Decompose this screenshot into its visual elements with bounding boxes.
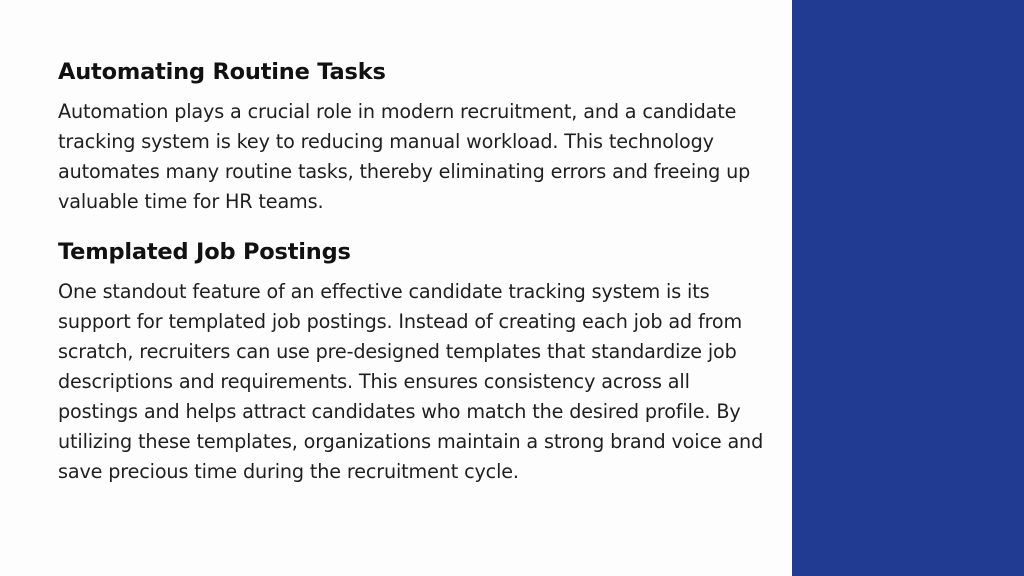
section-templated-job-postings	[58, 235, 773, 487]
section-paragraph: One standout feature of an effective candidate tracking system is its support for templated job postings. Instead of creating each job ad from scratch, recruiters can use pre-designed templates that standardize job descriptions and requirements. This ensures consistency across all postings and helps attract candidates who match the desired profile. By utilizing these templates, organizations maintain a strong brand voice and save precious time during the recruitment cycle.	[58, 280, 764, 483]
decorative-side-panel	[792, 0, 1024, 576]
section-heading: Automating Routine Tasks	[58, 59, 386, 85]
text-content	[58, 55, 773, 487]
section-automating-routine-tasks	[58, 55, 773, 217]
section-heading: Templated Job Postings	[58, 239, 351, 265]
section-paragraph: Automation plays a crucial role in modern recruitment, and a candidate tracking system is key to reducing manual workload. This technology automates many routine tasks, thereby eliminating errors and freeing up valuable time for HR teams.	[58, 100, 751, 213]
